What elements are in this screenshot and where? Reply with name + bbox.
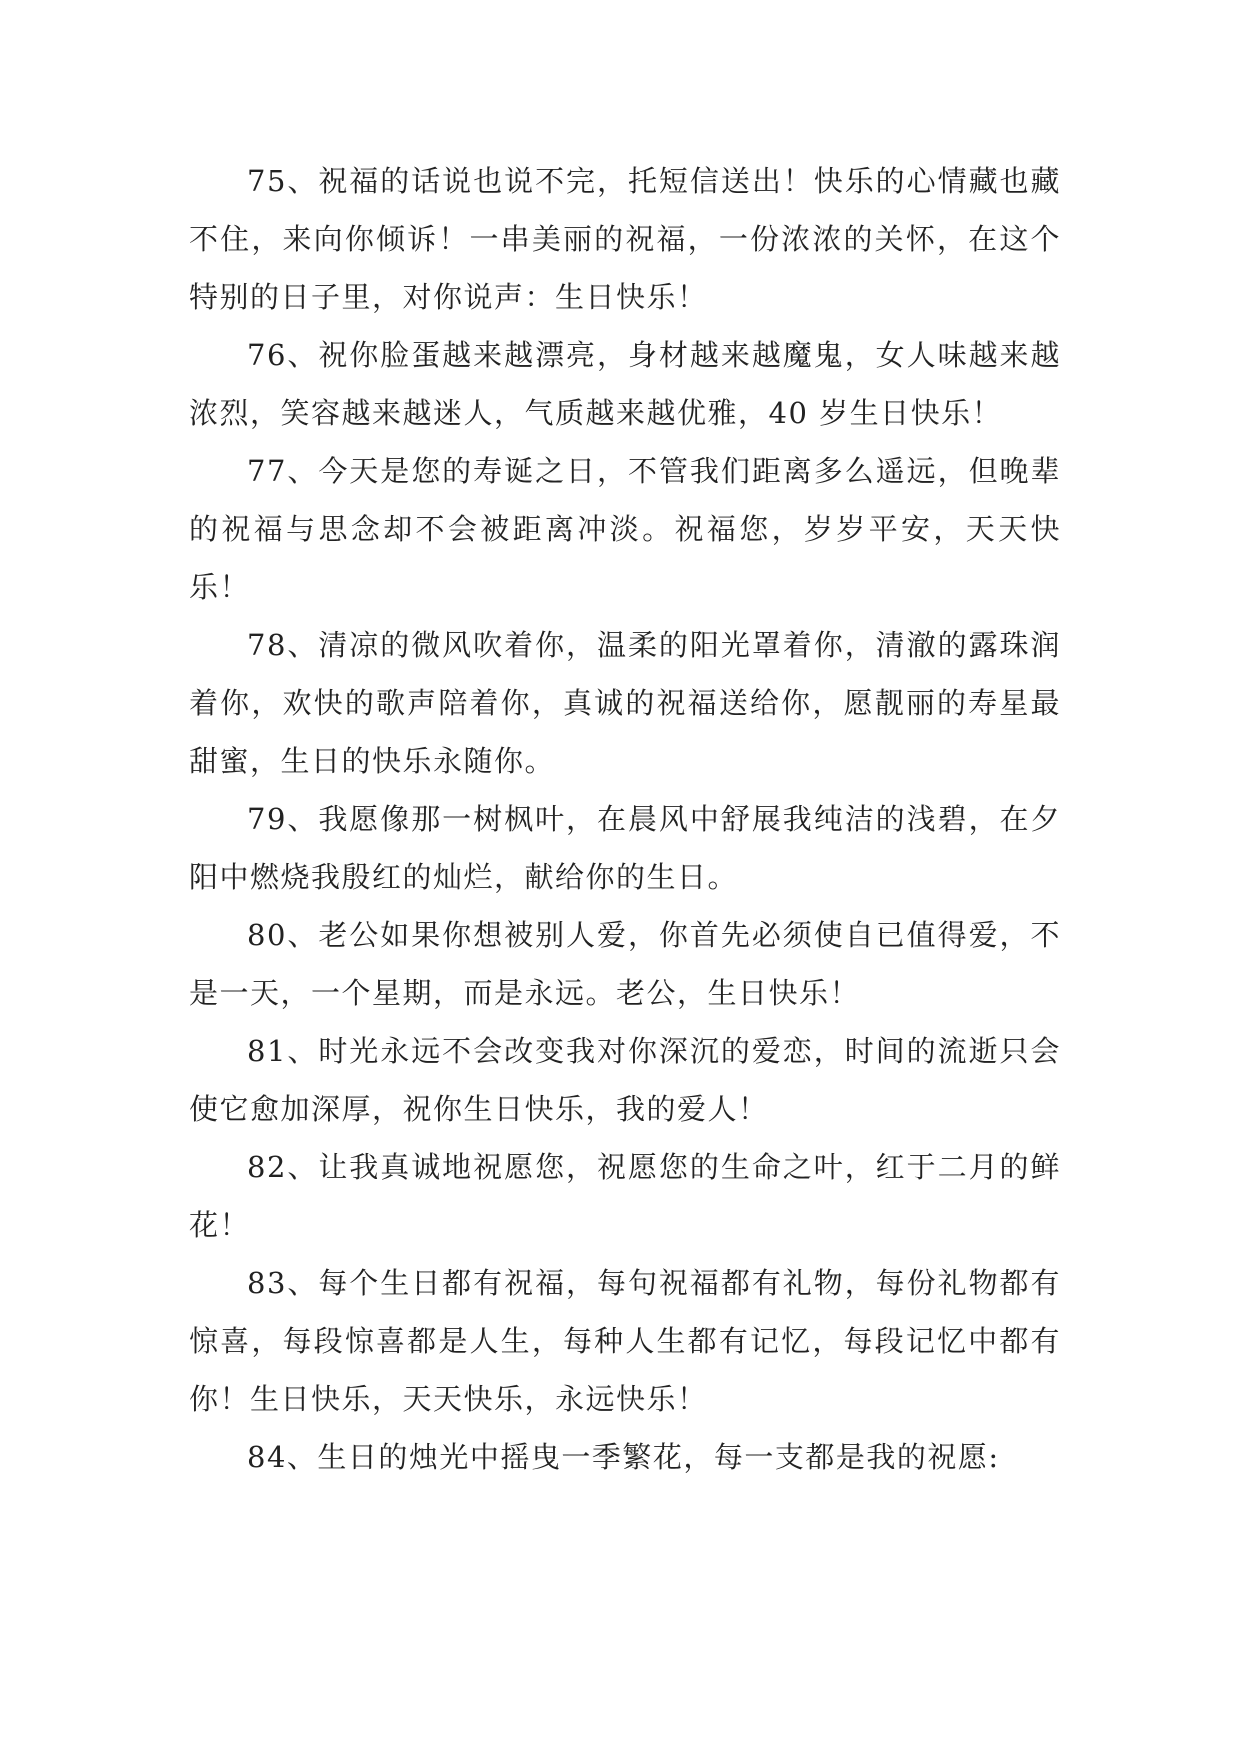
document-body xyxy=(189,152,1061,1486)
paragraph-79: 79、我愿像那一树枫叶，在晨风中舒展我纯洁的浅碧，在夕阳中燃烧我殷红的灿烂，献给你的生日。 xyxy=(189,802,1061,894)
paragraph-80: 80、老公如果你想被别人爱，你首先必须使自已值得爱，不是一天，一个星期，而是永远。老公，生日快乐！ xyxy=(189,918,1061,1010)
paragraph-78: 78、清凉的微风吹着你，温柔的阳光罩着你，清澈的露珠润着你，欢快的歌声陪着你，真诚的祝福送给你，愿靓丽的寿星最甜蜜，生日的快乐永随你。 xyxy=(189,628,1061,778)
paragraph-77: 77、今天是您的寿诞之日，不管我们距离多么遥远，但晚辈的祝福与思念却不会被距离冲淡。祝福您，岁岁平安，天天快乐！ xyxy=(189,454,1061,604)
paragraph-75: 75、祝福的话说也说不完，托短信送出！快乐的心情藏也藏不住，来向你倾诉！一串美丽的祝福，一份浓浓的关怀，在这个特别的日子里，对你说声：生日快乐！ xyxy=(189,164,1061,314)
paragraph-82: 82、让我真诚地祝愿您，祝愿您的生命之叶，红于二月的鲜花！ xyxy=(189,1150,1061,1242)
paragraph-84: 84、生日的烛光中摇曳一季繁花，每一支都是我的祝愿: xyxy=(247,1440,1000,1474)
paragraph-76: 76、祝你脸蛋越来越漂亮，身材越来越魔鬼，女人味越来越浓烈，笑容越来越迷人，气质越来越优雅，40 岁生日快乐！ xyxy=(189,338,1061,430)
paragraph-83: 83、每个生日都有祝福，每句祝福都有礼物，每份礼物都有惊喜，每段惊喜都是人生，每种人生都有记忆，每段记忆中都有你！生日快乐，天天快乐，永远快乐！ xyxy=(189,1266,1061,1416)
paragraph-81: 81、时光永远不会改变我对你深沉的爱恋，时间的流逝只会使它愈加深厚，祝你生日快乐，我的爱人！ xyxy=(189,1034,1061,1126)
